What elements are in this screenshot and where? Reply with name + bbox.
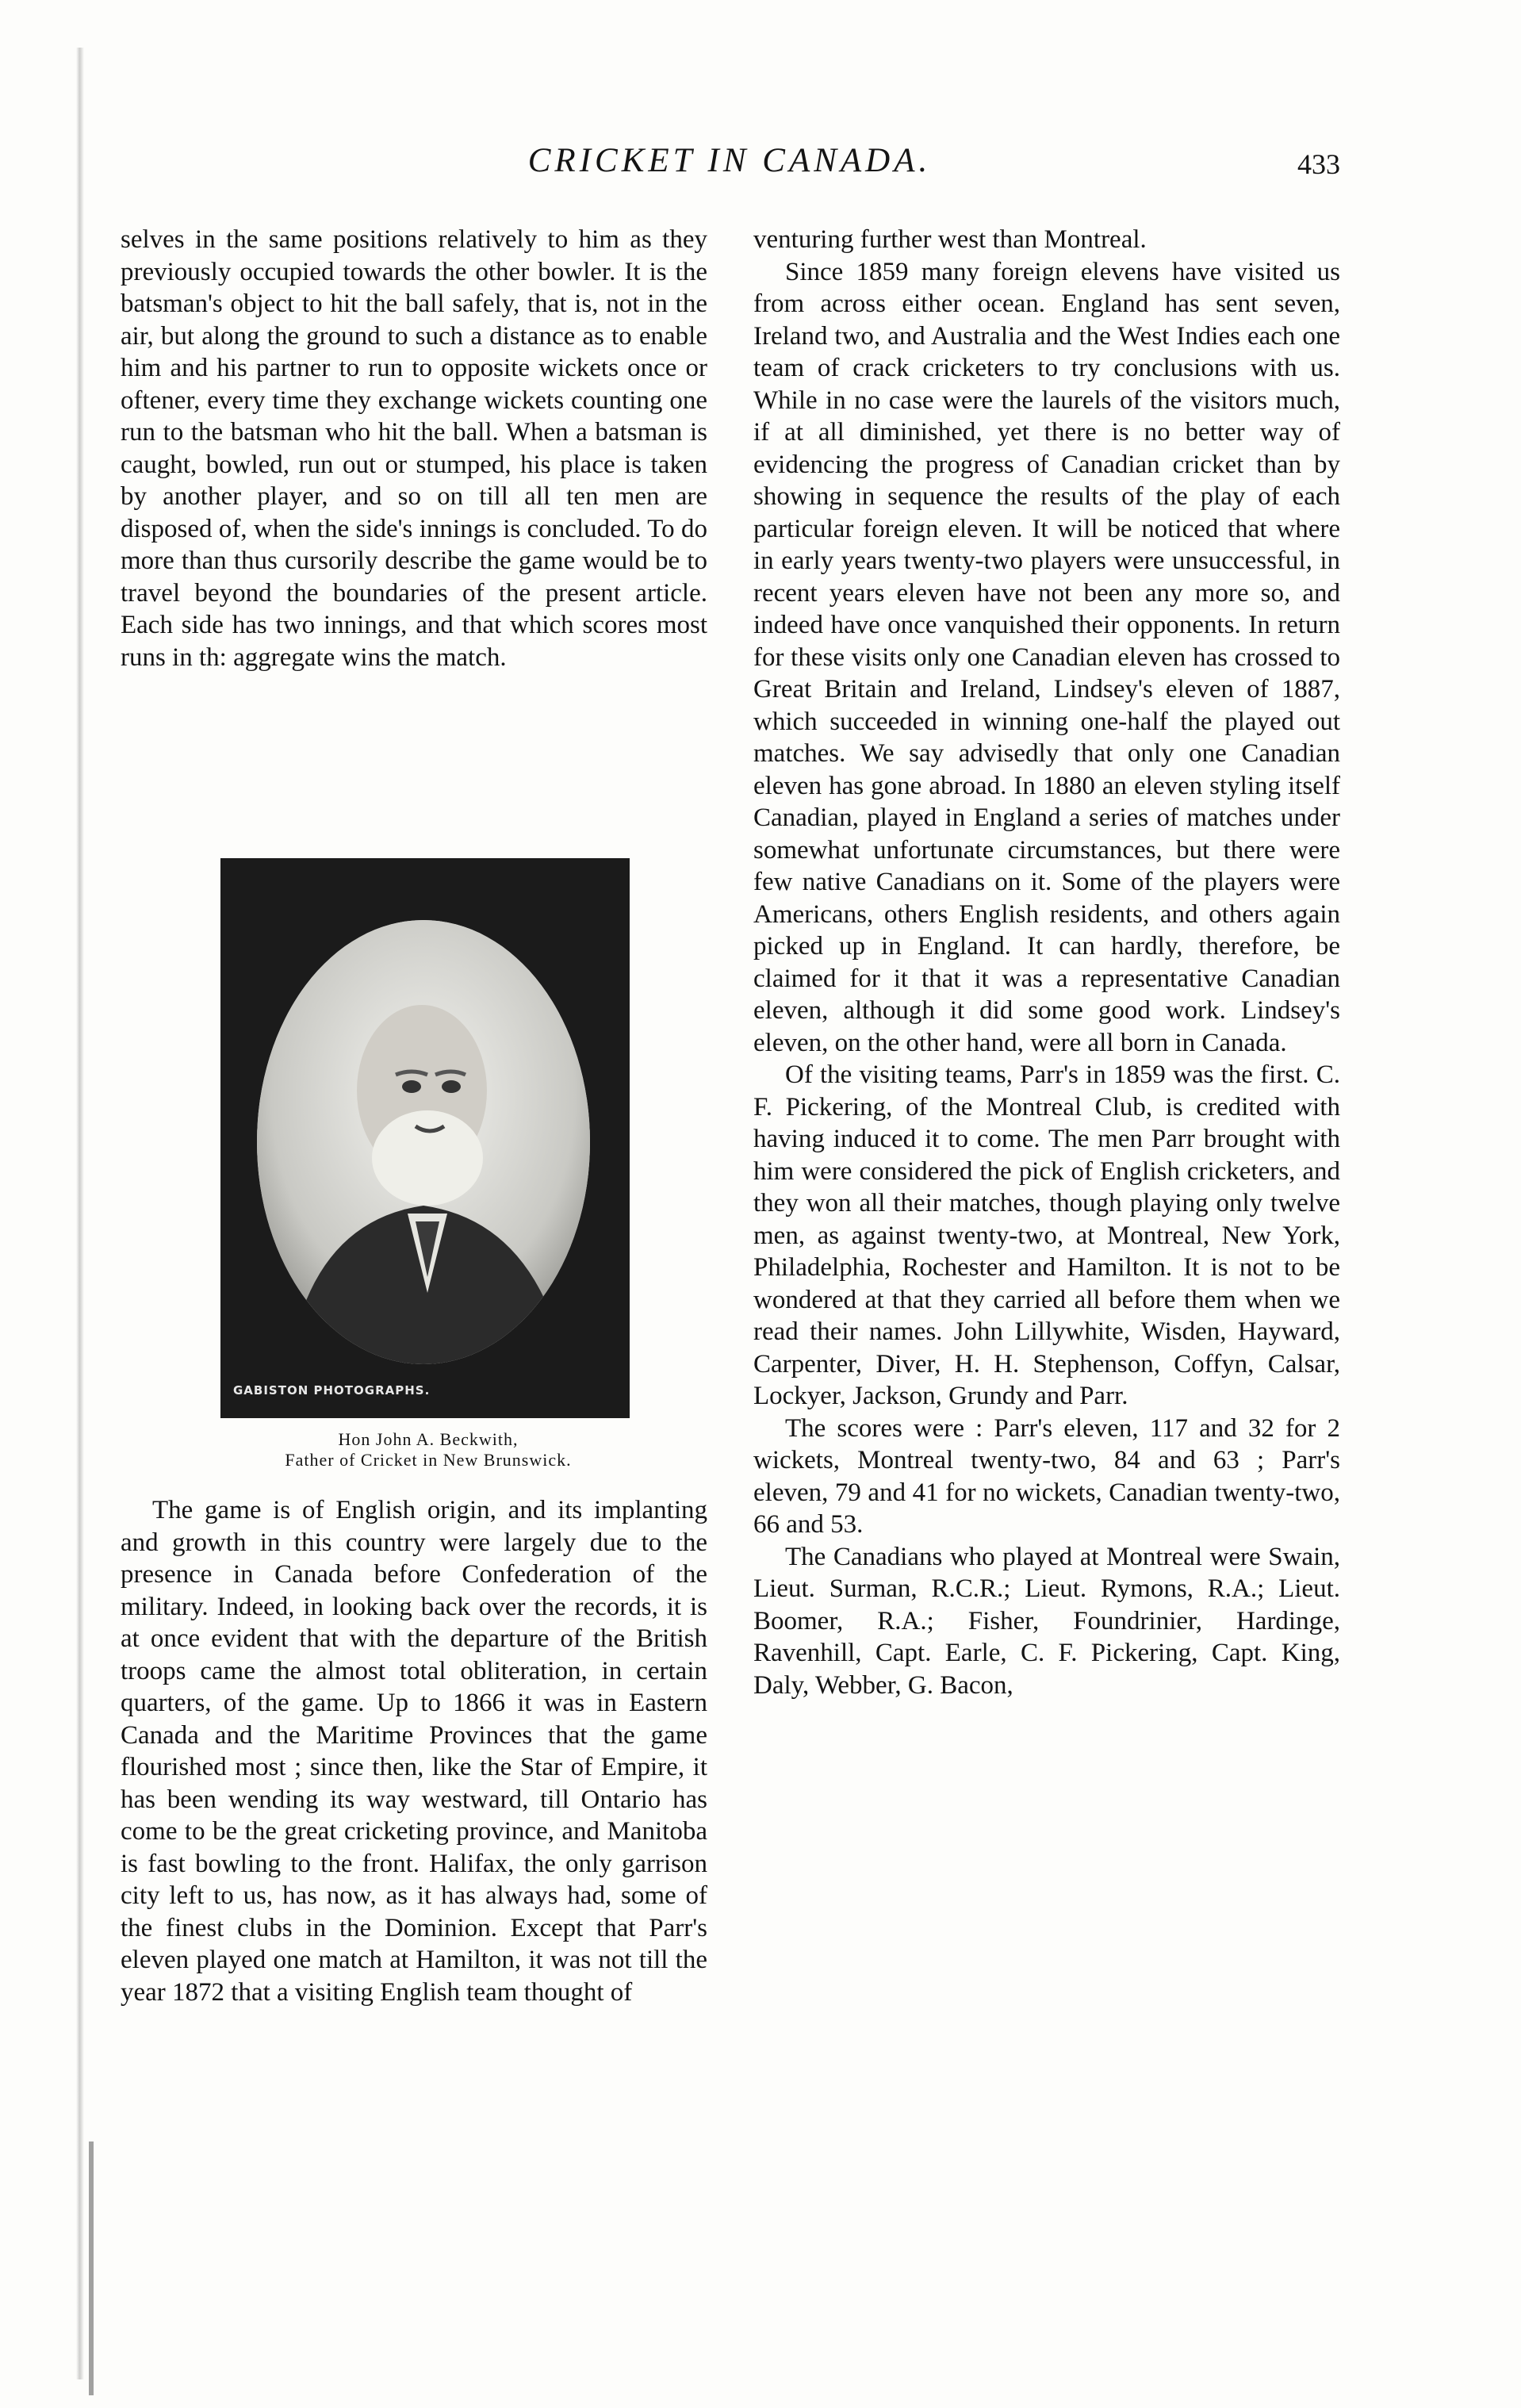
paragraph: venturing further west than Montreal. bbox=[753, 225, 1147, 254]
portrait-photo bbox=[257, 920, 590, 1364]
paragraph: selves in the same positions relatively to him as they previously occupied towards the other bowler. It is the batsman's object to hit the ball safely, that is, not in the air, but along the ground to such a distance as to enable him and his partner to run to opposite wickets once or oftener, every time they exchange wickets counting one run to the batsman who hit the ball. When a batsman is caught, bowled, run out or stumped, his place is taken by another player, and so on till all ten men are disposed of, when the side's innings is concluded. To do more than thus cursorily describe the game would be to travel beyond the boundaries of the present article. Each side has two innings, and that which scores most runs in th: aggregate wins the match. bbox=[121, 225, 707, 672]
figure-caption bbox=[159, 1429, 698, 1470]
running-head bbox=[0, 136, 1521, 192]
paragraph: The game is of English origin, and its implanting and growth in this country were largely due to the presence in Canada before Confederation of the military. Indeed, in looking back over the records, it is at once evident that with the departure of the British troops came the almost total obliteration, in certain quarters, of the game. Up to 1866 it was in Eastern Canada and the Maritime Provinces that the game flourished most ; since then, like the Star of Empire, it has been wending its way westward, till Ontario has come to be the great cricketing province, and Manitoba is fast bowling to the front. Halifax, the only garrison city left to us, has now, as it has always had, some of the finest clubs in the Dominion. Except that Parr's eleven played one match at Hamilton, it was not till the year 1872 that a visiting English team thought of bbox=[121, 1496, 707, 2007]
binding-gutter bbox=[76, 48, 84, 2379]
paragraph: Since 1859 many foreign elevens have visited us from across either ocean. England has sent seven, Ireland two, and Australia and the West Indies each one team of crack cricketers to try conclusions with us. While in no case were the laurels of the visitors much, if at all diminished, yet there is no better way of evidencing the progress of Canadian cricket than by showing in sequence the results of the play of each particular foreign eleven. It will be noticed that where in early years twenty-two players were unsuccessful, in recent years eleven have not been any more so, and indeed have once vanquished their opponents. In return for these visits only one Canadian eleven has crossed to Great Britain and Ireland, Lindsey's eleven of 1887, which succeeded in winning one-half the played out matches. We say advisedly that only one Canadian eleven has gone abroad. In 1880 an eleven styling itself Canadian, played in England a series of matches under somewhat unfortunate circumstances, but there were few native Canadians on it. Some of the players were Americans, others English residents, and others again picked up in England. It can hardly, therefore, be claimed for it that it was a representative Canadian eleven, although it did some good work. Lindsey's eleven, on the other hand, were all born in Canada. bbox=[753, 257, 1340, 1057]
portrait-figure bbox=[220, 858, 630, 1418]
left-column-bottom bbox=[121, 1494, 707, 2008]
page-number: 433 bbox=[1297, 148, 1340, 180]
binding-shadow bbox=[89, 2142, 94, 2395]
photo-credit: GABISTON PHOTOGRAPHS. bbox=[233, 1383, 431, 1398]
paragraph: The scores were : Parr's eleven, 117 and 32 for 2 wickets, Montreal twenty-two, 84 and 63 ; Parr's eleven, 79 and 41 for no wickets, Canadian twenty-two, 66 and 53. bbox=[753, 1413, 1340, 1539]
caption-line: Father of Cricket in New Brunswick. bbox=[285, 1450, 572, 1470]
paragraph: The Canadians who played at Montreal were Swain, Lieut. Surman, R.C.R.; Lieut. Rymons, R.A.; Lieut. Boomer, R.A.; Fisher, Foundrinier, Hardinge, Ravenhill, Capt. Earle, C. F. Pickering, Capt. King, Daly, Webber, G. Bacon, bbox=[753, 1542, 1340, 1700]
running-title: CRICKET IN CANADA. bbox=[527, 142, 932, 179]
left-column-top bbox=[121, 224, 707, 673]
caption-line: Hon John A. Beckwith, bbox=[338, 1429, 519, 1449]
right-column bbox=[753, 224, 1340, 1701]
paragraph: Of the visiting teams, Parr's in 1859 was the first. C. F. Pickering, of the Montreal Club, is credited with having induced it to come. The men Parr brought with him were considered the pick of English cricketers, and they won all their matches, though playing only twelve men, as against twenty-two, at Montreal, New York, Philadelphia, Rochester and Hamilton. It is not to be wondered at that they carried all before them when we read their names. John Lillywhite, Wisden, Hayward, Carpenter, Diver, H. H. Stephenson, Coffyn, Calsar, Lockyer, Jackson, Grundy and Parr. bbox=[753, 1060, 1340, 1410]
